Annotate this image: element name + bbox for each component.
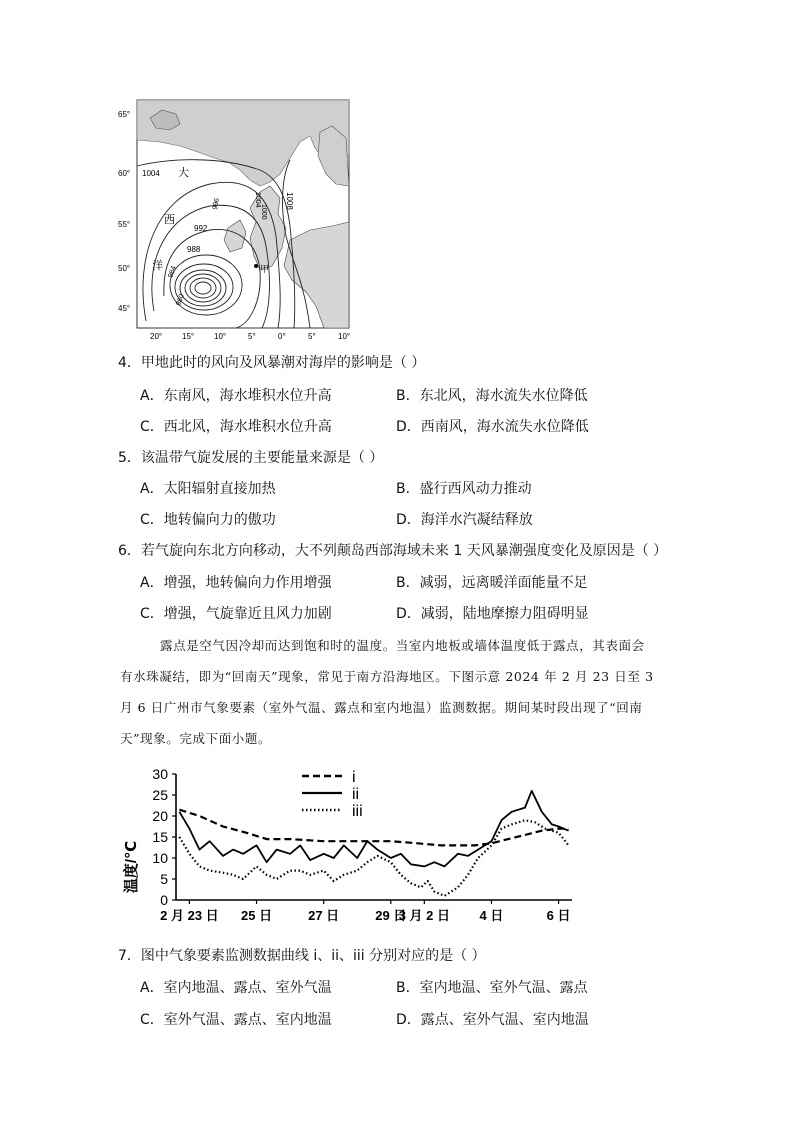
temperature-chart-svg [120,762,590,932]
question-4-option-d[interactable]: D．西南风，海水流失水位降低 [396,419,589,435]
question-7-option-d[interactable]: D．露点、室外气温、室内地温 [396,1012,589,1028]
place-label: 洋 [152,260,163,272]
question-5-stem: 5．该温带气旋发展的主要能量来源是（ ） [118,450,384,466]
chart-legend-label: i [352,769,356,786]
chart-y-tick-label: 5 [160,871,168,887]
question-6-stem: 6．若气旋向东北方向移动，大不列颠岛西部海域未来 1 天风暴潮强度变化及原因是（ ） [118,543,668,559]
passage-line: 露点是空气因冷却而达到饱和时的温度。当室内地板或墙体温度低于露点，其表面会 [160,638,645,653]
question-6-option-b[interactable]: B．减弱，远离暖洋面能量不足 [396,575,588,591]
isobar-map [110,96,360,344]
lon-label: 5° [248,332,256,341]
chart-y-tick-label: 0 [160,892,168,908]
chart-x-tick-label: 29 日 [375,908,407,923]
chart-y-tick-label: 30 [152,766,168,782]
chart-y-tick-label: 20 [152,808,168,824]
chart-legend-label: iii [352,803,363,820]
isobar-label: 1008 [285,192,294,210]
isobar-label: 988 [187,245,201,254]
question-6-option-c[interactable]: C．增强，气旋靠近且风力加剧 [140,606,332,622]
temperature-chart [120,762,590,932]
point-jia-label: 甲 [260,264,270,274]
lat-label: 60° [118,169,131,178]
isobar-map-svg [110,96,360,344]
isobar-label: 1004 [142,169,160,178]
question-5-option-c[interactable]: C．地转偏向力的傲功 [140,512,276,528]
lat-label: 65° [118,110,131,119]
point-jia-marker [254,264,258,268]
chart-x-tick-label: 6 日 [546,908,571,923]
question-4-option-a[interactable]: A．东南风，海水堆积水位升高 [140,388,332,404]
chart-x-tick-label: 27 日 [308,908,340,923]
isobar-label: 996 [212,197,221,211]
isobar-label: 984 [167,265,178,279]
passage-line: 有水珠凝结，即为“回南天”现象，常见于南方沿海地区。下图示意 2024 年 2 月 23 日至 3 [120,669,654,684]
isobar-label: 992 [194,224,208,233]
passage-line: 天”现象。完成下面小题。 [120,731,272,746]
place-label: 大 [178,167,189,179]
chart-y-tick-label: 25 [152,787,168,803]
question-4-option-b[interactable]: B．东北风，海水流失水位降低 [396,388,588,404]
lon-label: 10° [214,332,227,341]
question-7-option-a[interactable]: A．室内地温、露点、室外气温 [140,980,332,996]
chart-x-tick-label: 2 月 23 日 [160,908,219,923]
question-6-option-d[interactable]: D．减弱，陆地摩擦力阻碍明显 [396,606,589,622]
lon-label: 10° [338,332,351,341]
passage-line: 月 6 日广州市气象要素（室外气温、露点和室内地温）监测数据。期间某时段出现了“回南 [120,700,643,715]
lon-label: 5° [308,332,316,341]
chart-series-line-ii [179,791,568,867]
chart-x-tick-label: 4 日 [479,908,504,923]
lat-label: 45° [118,304,131,313]
question-4-option-c[interactable]: C．西北风，海水堆积水位升高 [140,419,332,435]
chart-series-line-iii [179,820,568,896]
question-7-option-c[interactable]: C．室外气温、露点、室内地温 [140,1012,332,1028]
chart-lines [179,791,568,896]
question-7-option-b[interactable]: B．室内地温、室外气温、露点 [396,980,588,996]
lon-label: 15° [182,332,195,341]
chart-series-line-i [179,810,568,846]
question-6-option-a[interactable]: A．增强，地转偏向力作用增强 [140,575,332,591]
lon-label: 20° [150,332,163,341]
chart-x-tick-label: 25 日 [241,908,273,923]
lat-label: 55° [118,220,131,229]
lat-label: 50° [118,264,131,273]
question-5-option-a[interactable]: A．太阳辐射直接加热 [140,481,276,497]
isobar-label: 980 [175,293,186,307]
chart-axes [152,766,572,923]
chart-legend [302,769,363,820]
place-label: 西 [164,214,175,226]
chart-x-tick-label: 3 月 2 日 [398,908,450,923]
isobar-label: 1000 [260,204,267,220]
question-5-option-b[interactable]: B．盛行西风动力推动 [396,481,532,497]
question-4-stem: 4．甲地此时的风向及风暴潮对海岸的影响是（ ） [118,355,426,371]
question-7-stem: 7．图中气象要素监测数据曲线 i、ii、iii 分别对应的是（ ） [118,948,486,964]
lon-label: 0° [278,332,286,341]
chart-legend-label: ii [352,786,360,803]
chart-y-tick-label: 15 [152,829,168,845]
isobar-label: 1004 [254,192,261,208]
chart-y-tick-label: 10 [152,850,168,866]
chart-ylabel: 温度/℃ [123,840,140,894]
question-5-option-d[interactable]: D．海洋水汽凝结释放 [396,512,533,528]
